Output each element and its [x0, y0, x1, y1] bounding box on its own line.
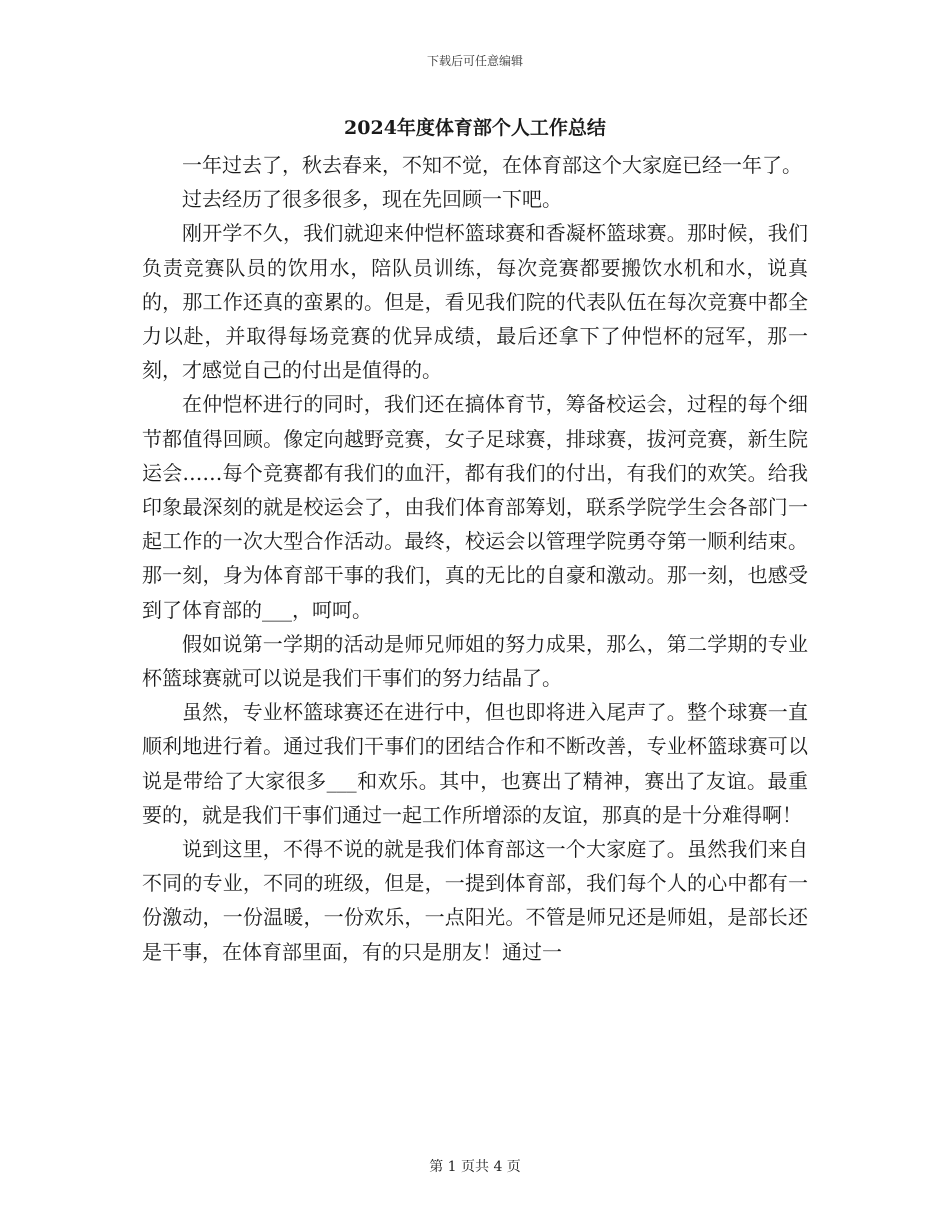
paragraph: 假如说第一学期的活动是师兄师姐的努力成果，那么，第二学期的专业杯篮球赛就可以说是我们干事们的努力结晶了。: [142, 631, 808, 691]
paragraph: 虽然，专业杯篮球赛还在进行中，但也即将进入尾声了。整个球赛一直顺利地进行着。通过我们干事们的团结合作和不断改善，专业杯篮球赛可以说是带给了大家很多___和欢乐。其中，也赛出了精神，赛出了友谊。最重要的，就是我们干事们通过一起工作所增添的友谊，那真的是十分难得啊！: [142, 700, 808, 827]
paragraph: 刚开学不久，我们就迎来仲恺杯篮球赛和香凝杯篮球赛。那时候，我们负责竞赛队员的饮用水，陪队员训练，每次竞赛都要搬饮水机和水，说真的，那工作还真的蛮累的。但是，看见我们院的代表队伍在每次竞赛中都全力以赴，并取得每场竞赛的优异成绩，最后还拿下了仲恺杯的冠军，那一刻，才感觉自己的付出是值得的。: [142, 221, 808, 383]
header-note: 下载后可任意编辑: [426, 54, 523, 68]
page-number: 第 1 页共 4 页: [429, 1159, 521, 1175]
paragraph: 过去经历了很多很多，现在先回顾一下吧。: [182, 187, 562, 212]
paragraph: 一年过去了，秋去春来，不知不觉，在体育部这个大家庭已经一年了。: [182, 153, 802, 177]
paragraph: 在仲恺杯进行的同时，我们还在搞体育节，筹备校运会，过程的每个细节都值得回顾。像定向越野竞赛，女子足球赛，排球赛，拔河竞赛，新生院运会……每个竞赛都有我们的血汗，都有我们的付出，有我们的欢笑。给我印象最深刻的就是校运会了，由我们体育部筹划，联系学院学生会各部门一起工作的一次大型合作活动。最终，校运会以管理学院勇夺第一顺利结束。那一刻，身为体育部干事的我们，真的无比的自豪和激动。那一刻，也感受到了体育部的___，呵呵。: [142, 392, 808, 622]
paragraph: 说到这里，不得不说的就是我们体育部这一个大家庭了。虽然我们来自不同的专业，不同的班级，但是，一提到体育部，我们每个人的心中都有一份激动，一份温暖，一份欢乐，一点阳光。不管是师兄还是师姐，是部长还是干事，在体育部里面，有的只是朋友！通过一: [142, 837, 808, 964]
document-body: [142, 148, 808, 969]
page-title: 2024年度体育部个人工作总结: [344, 117, 606, 139]
